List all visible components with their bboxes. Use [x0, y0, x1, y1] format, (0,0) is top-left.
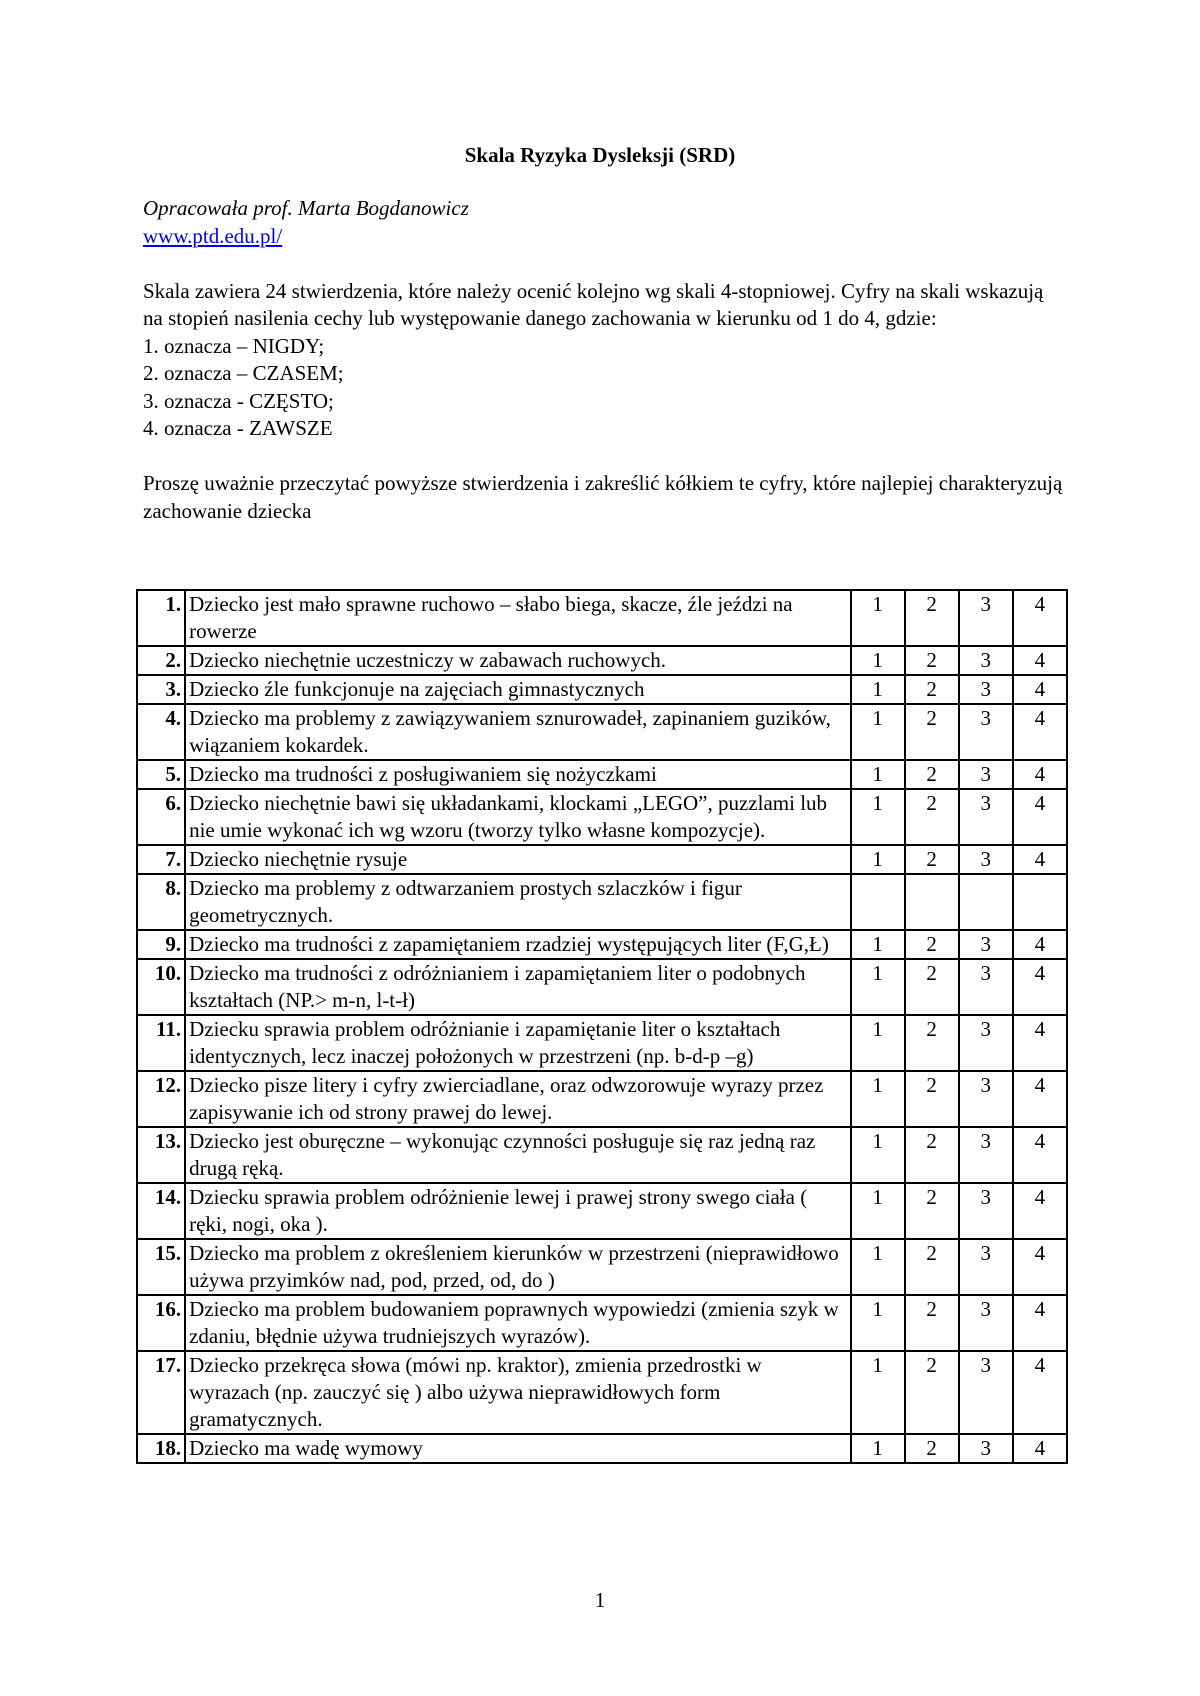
table-row	[137, 959, 1067, 1015]
score-option-1[interactable]: 1	[851, 675, 905, 704]
score-option-1[interactable]	[851, 874, 905, 930]
table-row	[137, 704, 1067, 760]
score-option-1[interactable]: 1	[851, 930, 905, 959]
table-row	[137, 646, 1067, 675]
score-option-2[interactable]: 2	[905, 675, 959, 704]
score-option-4[interactable]: 4	[1013, 1239, 1067, 1295]
scale-level-4: 4. oznacza - ZAWSZE	[143, 416, 333, 440]
score-option-3[interactable]: 3	[959, 930, 1013, 959]
score-option-2[interactable]: 2	[905, 845, 959, 874]
statements-table	[136, 589, 1068, 1464]
item-number: 3.	[137, 675, 185, 704]
score-option-2[interactable]: 2	[905, 1434, 959, 1463]
score-option-2[interactable]: 2	[905, 760, 959, 789]
item-statement: Dziecko jest mało sprawne ruchowo – słabo biega, skacze, źle jeździ na rowerze	[185, 590, 850, 646]
table-row	[137, 845, 1067, 874]
score-option-2[interactable]: 2	[905, 1127, 959, 1183]
item-statement: Dziecku sprawia problem odróżnienie lewej i prawej strony swego ciała ( ręki, nogi, oka ).	[185, 1183, 850, 1239]
item-number: 5.	[137, 760, 185, 789]
score-option-2[interactable]: 2	[905, 930, 959, 959]
item-statement: Dziecko ma problemy z zawiązywaniem sznurowadeł, zapinaniem guzików, wiązaniem kokardek.	[185, 704, 850, 760]
score-option-3[interactable]: 3	[959, 1434, 1013, 1463]
score-option-3[interactable]: 3	[959, 760, 1013, 789]
score-option-1[interactable]: 1	[851, 760, 905, 789]
score-option-4[interactable]: 4	[1013, 1127, 1067, 1183]
table-row	[137, 789, 1067, 845]
item-statement: Dziecko niechętnie bawi się układankami, klockami „LEGO”, puzzlami lub nie umie wykonać ich wg wzoru (tworzy tylko własne kompozycje).	[185, 789, 850, 845]
score-option-4[interactable]: 4	[1013, 789, 1067, 845]
score-option-4[interactable]: 4	[1013, 760, 1067, 789]
scale-description: Skala zawiera 24 stwierdzenia, które należy ocenić kolejno wg skali 4-stopniowej. Cyfry na skali wskazują na stopień nasilenia cechy lub występowanie danego zachowania w kierunku od 1 do 4, gdzie:	[143, 278, 1044, 330]
score-option-4[interactable]: 4	[1013, 845, 1067, 874]
table-row	[137, 590, 1067, 646]
score-option-4[interactable]: 4	[1013, 959, 1067, 1015]
page-number: 1	[594, 1588, 606, 1612]
score-option-1[interactable]: 1	[851, 1239, 905, 1295]
intro-section	[143, 195, 1063, 525]
item-statement: Dziecko ma problemy z odtwarzaniem prostych szlaczków i figur geometrycznych.	[185, 874, 850, 930]
score-option-2[interactable]: 2	[905, 1239, 959, 1295]
item-statement: Dziecko niechętnie rysuje	[185, 845, 850, 874]
table-row	[137, 1183, 1067, 1239]
item-number: 9.	[137, 930, 185, 959]
score-option-3[interactable]: 3	[959, 1183, 1013, 1239]
item-statement: Dziecko ma problem budowaniem poprawnych wypowiedzi (zmienia szyk w zdaniu, błędnie używa trudniejszych wyrazów).	[185, 1295, 850, 1351]
item-number: 1.	[137, 590, 185, 646]
score-option-2[interactable]: 2	[905, 1015, 959, 1071]
score-option-1[interactable]: 1	[851, 1015, 905, 1071]
table-row	[137, 675, 1067, 704]
score-option-4[interactable]: 4	[1013, 1351, 1067, 1434]
score-option-3[interactable]: 3	[959, 1127, 1013, 1183]
scale-level-3: 3. oznacza - CZĘSTO;	[143, 388, 334, 413]
score-option-3[interactable]: 3	[959, 959, 1013, 1015]
table-row	[137, 1351, 1067, 1434]
score-option-1[interactable]: 1	[851, 1351, 905, 1434]
item-statement: Dziecko niechętnie uczestniczy w zabawach ruchowych.	[185, 646, 850, 675]
score-option-2[interactable]: 2	[905, 590, 959, 646]
score-option-4[interactable]: 4	[1013, 675, 1067, 704]
item-number: 16.	[137, 1295, 185, 1351]
instruction-text: Proszę uważnie przeczytać powyższe stwierdzenia i zakreślić kółkiem te cyfry, które najlepiej charakteryzują zachowanie dziecka	[143, 471, 1063, 523]
score-option-2[interactable]: 2	[905, 1351, 959, 1434]
score-option-1[interactable]: 1	[851, 1071, 905, 1127]
score-option-1[interactable]: 1	[851, 704, 905, 760]
score-option-1[interactable]: 1	[851, 959, 905, 1015]
score-option-4[interactable]: 4	[1013, 1183, 1067, 1239]
table-row	[137, 1295, 1067, 1351]
document-title: Skala Ryzyka Dysleksji (SRD)	[464, 143, 736, 167]
item-number: 10.	[137, 959, 185, 1015]
score-option-3[interactable]: 3	[959, 1015, 1013, 1071]
score-option-2[interactable]: 2	[905, 646, 959, 675]
item-statement: Dziecko ma problem z określeniem kierunków w przestrzeni (nieprawidłowo używa przyimków nad, pod, przed, od, do )	[185, 1239, 850, 1295]
item-number: 6.	[137, 789, 185, 845]
score-option-2[interactable]: 2	[905, 1295, 959, 1351]
score-option-4[interactable]: 4	[1013, 1071, 1067, 1127]
score-option-2[interactable]: 2	[905, 1183, 959, 1239]
item-statement: Dziecku sprawia problem odróżnianie i zapamiętanie liter o kształtach identycznych, lecz inaczej położonych w przestrzeni (np. b-d-p –g)	[185, 1015, 850, 1071]
item-number: 18.	[137, 1434, 185, 1463]
item-statement: Dziecko źle funkcjonuje na zajęciach gimnastycznych	[185, 675, 850, 704]
score-option-4[interactable]: 4	[1013, 1295, 1067, 1351]
item-statement: Dziecko ma trudności z odróżnianiem i zapamiętaniem liter o podobnych kształtach (NP.> m-n, l-t-ł)	[185, 959, 850, 1015]
score-option-1[interactable]: 1	[851, 590, 905, 646]
score-option-2[interactable]	[905, 874, 959, 930]
score-option-4[interactable]: 4	[1013, 930, 1067, 959]
score-option-3[interactable]	[959, 874, 1013, 930]
website-link[interactable]: www.ptd.edu.pl/	[143, 223, 283, 248]
score-option-1[interactable]: 1	[851, 1434, 905, 1463]
score-option-2[interactable]: 2	[905, 789, 959, 845]
score-option-3[interactable]: 3	[959, 1239, 1013, 1295]
item-number: 4.	[137, 704, 185, 760]
item-statement: Dziecko przekręca słowa (mówi np. kraktor), zmienia przedrostki w wyrazach (np. zauczyć się ) albo używa nieprawidłowych form gramatycznych.	[185, 1351, 850, 1434]
table-row	[137, 1127, 1067, 1183]
item-number: 14.	[137, 1183, 185, 1239]
item-number: 2.	[137, 646, 185, 675]
score-option-3[interactable]: 3	[959, 1351, 1013, 1434]
item-number: 17.	[137, 1351, 185, 1434]
score-option-2[interactable]: 2	[905, 1071, 959, 1127]
score-option-2[interactable]: 2	[905, 704, 959, 760]
score-option-1[interactable]: 1	[851, 789, 905, 845]
score-option-1[interactable]: 1	[851, 845, 905, 874]
table-row	[137, 930, 1067, 959]
item-statement: Dziecko ma trudności z posługiwaniem się nożyczkami	[185, 760, 850, 789]
table-row	[137, 1015, 1067, 1071]
score-option-2[interactable]: 2	[905, 959, 959, 1015]
table-row	[137, 1434, 1067, 1463]
scale-level-2: 2. oznacza – CZASEM;	[143, 361, 344, 385]
item-statement: Dziecko jest oburęczne – wykonując czynności posługuje się raz jedną raz drugą ręką.	[185, 1127, 850, 1183]
item-number: 13.	[137, 1127, 185, 1183]
item-number: 8.	[137, 874, 185, 930]
score-option-1[interactable]: 1	[851, 646, 905, 675]
item-number: 12.	[137, 1071, 185, 1127]
score-option-1[interactable]: 1	[851, 1295, 905, 1351]
score-option-4[interactable]: 4	[1013, 590, 1067, 646]
score-option-3[interactable]: 3	[959, 675, 1013, 704]
score-option-4[interactable]: 4	[1013, 704, 1067, 760]
table-row	[137, 1071, 1067, 1127]
item-statement: Dziecko ma trudności z zapamiętaniem rzadziej występujących liter (F,G,Ł)	[185, 930, 850, 959]
score-option-3[interactable]: 3	[959, 1071, 1013, 1127]
score-option-1[interactable]: 1	[851, 1127, 905, 1183]
item-statement: Dziecko pisze litery i cyfry zwierciadlane, oraz odwzorowuje wyrazy przez zapisywanie ich od strony prawej do lewej.	[185, 1071, 850, 1127]
score-option-3[interactable]: 3	[959, 646, 1013, 675]
score-option-3[interactable]: 3	[959, 1295, 1013, 1351]
score-option-4[interactable]: 4	[1013, 1434, 1067, 1463]
score-option-3[interactable]: 3	[959, 789, 1013, 845]
score-option-3[interactable]: 3	[959, 590, 1013, 646]
score-option-4[interactable]: 4	[1013, 646, 1067, 675]
table-row	[137, 874, 1067, 930]
score-option-4[interactable]: 4	[1013, 1015, 1067, 1071]
table-row	[137, 1239, 1067, 1295]
score-option-3[interactable]: 3	[959, 845, 1013, 874]
scale-level-1: 1. oznacza – NIGDY;	[143, 333, 325, 358]
author-line: Opracowała prof. Marta Bogdanowicz	[143, 196, 469, 220]
item-number: 11.	[137, 1015, 185, 1071]
score-option-3[interactable]: 3	[959, 704, 1013, 760]
item-statement: Dziecko ma wadę wymowy	[185, 1434, 850, 1463]
score-option-4[interactable]	[1013, 874, 1067, 930]
score-option-1[interactable]: 1	[851, 1183, 905, 1239]
item-number: 15.	[137, 1239, 185, 1295]
table-row	[137, 760, 1067, 789]
item-number: 7.	[137, 845, 185, 874]
